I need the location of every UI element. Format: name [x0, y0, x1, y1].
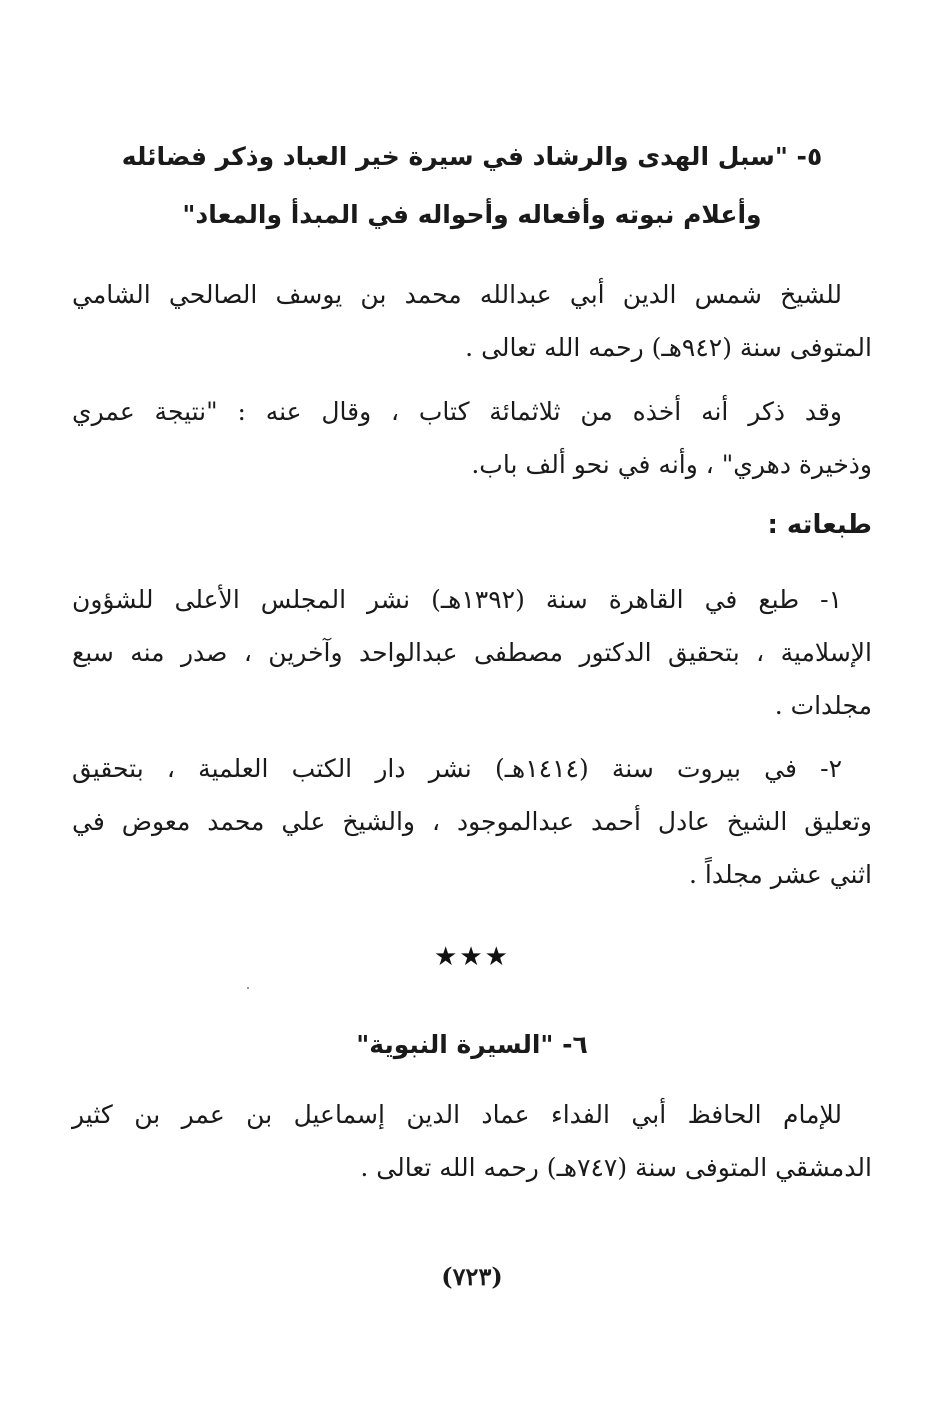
- book5-author-line1: للشيخ شمس الدين أبي عبدالله محمد بن يوسف الصالحي الشامي: [72, 280, 842, 309]
- book6-author-line1: للإمام الحافظ أبي الفداء عماد الدين إسماعيل بن عمر بن كثير: [72, 1100, 842, 1129]
- separator-stars: ★★★: [434, 942, 510, 972]
- page-number: (٧٢٣): [441, 1262, 503, 1291]
- book-page: [72, 0, 872, 1402]
- book5-title-line2: وأعلام نبوته وأفعاله وأحواله في المبدأ والمعاد": [182, 200, 762, 229]
- edition1-line2: الإسلامية ، بتحقيق الدكتور مصطفى عبدالواحد وآخرين ، صدر منه سبع: [72, 638, 872, 667]
- book5-title: [72, 128, 872, 244]
- edition2-line3: اثني عشر مجلداً .: [689, 860, 872, 889]
- book5-author-line2: المتوفى سنة (٩٤٢هـ) رحمه الله تعالى .: [465, 333, 872, 362]
- book5-note-paragraph: [72, 385, 872, 491]
- book5-note-line1: وقد ذكر أنه أخذه من ثلاثمائة كتاب ، وقال عنه : "نتيجة عمري: [72, 397, 842, 426]
- scan-speck: [247, 987, 249, 989]
- edition1-paragraph: [72, 573, 872, 732]
- book6-author-paragraph: [72, 1088, 872, 1194]
- edition1-line1: ١- طبع في القاهرة سنة (١٣٩٢هـ) نشر المجلس الأعلى للشؤون: [72, 585, 842, 614]
- book6-author-line2: الدمشقي المتوفى سنة (٧٤٧هـ) رحمه الله تعالى .: [360, 1153, 872, 1182]
- edition2-line1: ٢- في بيروت سنة (١٤١٤هـ) نشر دار الكتب العلمية ، بتحقيق: [72, 754, 842, 783]
- edition2-paragraph: [72, 742, 872, 901]
- edition2-line2: وتعليق الشيخ عادل أحمد عبدالموجود ، والشيخ علي محمد معوض في: [72, 807, 872, 836]
- editions-heading: طبعاته :: [767, 510, 872, 540]
- book5-title-line1: ٥- "سبل الهدى والرشاد في سيرة خير العباد وذكر فضائله: [121, 142, 823, 171]
- edition1-line3: مجلدات .: [774, 691, 872, 720]
- book5-author-paragraph: [72, 268, 872, 374]
- book6-title: ٦- "السيرة النبوية": [356, 1030, 588, 1059]
- book5-note-line2: وذخيرة دهري" ، وأنه في نحو ألف باب.: [471, 450, 872, 479]
